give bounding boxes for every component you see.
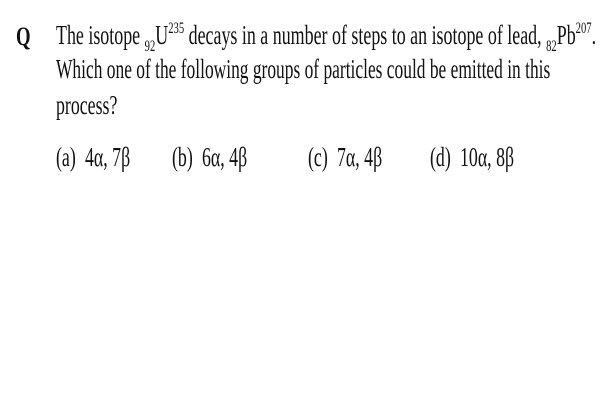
option-d-letter: (d)	[430, 142, 451, 172]
uranium-atomic-number: 92	[144, 38, 156, 55]
question-stem-line-3: process?	[56, 90, 118, 120]
stem-text-middle: decays in a number of steps to an isotope of lead,	[184, 20, 547, 50]
lead-symbol: Pb	[556, 20, 576, 50]
option-b-text: 6α, 4β	[202, 142, 248, 172]
question-stem-line-1	[56, 20, 597, 55]
question-stem-line-2: Which one of the following groups of particles could be emitted in this	[56, 54, 551, 84]
stem-text-start: The isotope	[56, 20, 145, 50]
option-c-letter: (c)	[308, 142, 328, 172]
option-b[interactable]	[172, 142, 247, 173]
option-c-text: 7α, 4β	[337, 142, 383, 172]
lead-mass-number: 207	[575, 20, 592, 37]
uranium-symbol: U	[155, 20, 169, 50]
question-label: Q	[16, 22, 31, 51]
option-d[interactable]	[430, 142, 514, 173]
option-d-text: 10α, 8β	[460, 142, 515, 172]
option-a[interactable]	[56, 142, 130, 173]
option-a-text: 4α, 7β	[85, 142, 131, 172]
stem-text-end: .	[591, 20, 597, 50]
option-c[interactable]	[308, 142, 382, 173]
option-b-letter: (b)	[172, 142, 193, 172]
uranium-mass-number: 235	[168, 20, 185, 37]
option-a-letter: (a)	[56, 142, 76, 172]
lead-atomic-number: 82	[546, 38, 557, 55]
